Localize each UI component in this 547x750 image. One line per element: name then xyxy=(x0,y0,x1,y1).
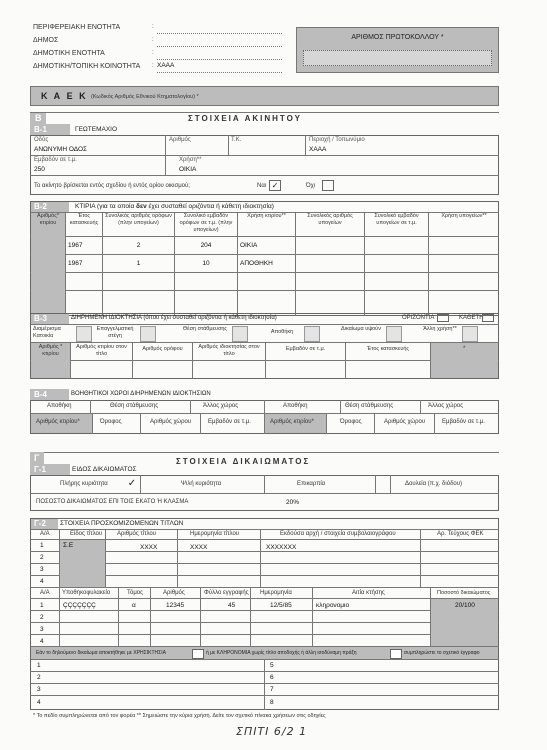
b4-col-space-1: Αριθμός χώρου xyxy=(150,419,192,425)
g2-t1-col-authority: Εκδούσα αρχή / στοιχεία συμβολαιογράφου xyxy=(280,531,396,537)
g2-t2-col-sheet: Φύλλο εγγραφής xyxy=(204,590,249,596)
b3-storage-label: Αποθήκη xyxy=(270,329,294,335)
kaek-title: Κ Α Ε Κ xyxy=(41,91,88,101)
b3-professional-box[interactable] xyxy=(140,326,156,342)
g2-code: Γ-2 xyxy=(34,519,46,528)
b2-title: ΚΤΙΡΙΑ (για τα οποία δεν έχει συσταθεί οριζόντια ή κάθετη ιδιοκτησία) xyxy=(75,203,274,210)
b2-row2-year[interactable]: 1967 xyxy=(68,260,83,267)
g2-t2-row4-n: 4 xyxy=(40,638,44,645)
b3-star: * xyxy=(463,346,466,352)
b3-apartment-box[interactable] xyxy=(76,326,92,342)
b3-other-use-label: Άλλη χρήση** xyxy=(423,326,457,332)
g2-t2-col-volume: Τόμος xyxy=(127,590,144,596)
g2-t1-row1-n: 1 xyxy=(40,542,44,549)
b4-col-building-2: Αριθμός κτιρίου* xyxy=(270,419,314,425)
yes-checkmark: ✓ xyxy=(271,181,279,190)
emvadon-value[interactable]: 250 xyxy=(34,166,45,173)
yes-label: Ναι xyxy=(257,183,267,189)
dimotiki-enotita-field[interactable] xyxy=(157,59,282,60)
g2-t1-row1-number[interactable]: ΧΧΧΧ xyxy=(140,544,158,551)
b2-col-floors: Συνολικός αριθμός ορόφων (πλην υπογείων) xyxy=(105,213,172,226)
xrisi-value[interactable]: ΟΙΚΙΑ xyxy=(179,166,197,173)
b3-col-building-number: Αριθμός * κτιρίου xyxy=(38,344,63,357)
g2-t1-row2-n: 2 xyxy=(40,554,44,561)
b4-col-area-2: Εμβαδόν σε τ.μ. xyxy=(442,419,485,425)
header-label-dimotiki-enotita: ΔΗΜΟΤΙΚΗ ΕΝΟΤΗΤΑ xyxy=(33,50,105,57)
form-page: ΠΕΡΙΦΕΡΕΙΑΚΗ ΕΝΟΤΗΤΑ ΔΗΜΟΣ ΔΗΜΟΤΙΚΗ ΕΝΟΤΗΤΑ ΔΗΜΟΤΙΚΗ/ΤΟΠΙΚΗ ΚΟΙΝΟΤΗΤΑ : : : : ΧΑΑΑ ΑΡΙΘΜΟΣ ΠΡΩΤΟΚΟΛΛΟΥ * Κ Α Ε Κ (Κωδικός Αριθμός Εθνικού Κτηματολογίου) * Β ΣΤΟΙΧΕΙΑ ΑΚΙΝΗΤΟΥ Β-1 ΓΕΩΤΕΜΑΧΙΟ Οδός ΑΝΩΝΥΜΗ ΟΔΟΣ Αριθμός Τ.Κ. Περιοχή / Τοπωνύμιο ΧΑΑΑ Εμβαδόν σε τ.μ. 250 Χρήση** ΟΙΚΙΑ Το ακίνητο βρίσκεται εντός σχεδίου ή εντός ορίου οικισμού; Ναι ✓ Όχι Β-2 ΚΤΙΡΙΑ (για τα οποία δεν έχει συσταθεί οριζόντια ή κάθετη ιδιοκτησία) Αριθμός* κτιρίου Έτος κατασκευής Συνολικός αριθμός ορόφων (πλην υπογείων) Συνολικό εμβαδόν ορόφων σε τ.μ. (πλην υπογείων) Χρήση κτιρίου** Συνολικός αριθμός υπογείων Συνολικό εμβαδόν υπογείων σε τ.μ. Χρήση υπογείων** 1967 2 204 ΟΙΚΙΑ 1967 1 10 ΑΠΟΘΗΚΗ Β-3 ΔΙΗΡΗΜΕΝΗ ΙΔΙΟΚΤΗΣΙΑ (όπου έχει συσταθεί οριζόντια ή κάθετη ιδιοκτησία) ΟΡΙΖΟΝΤΙΑ ΚΑΘΕΤΗ Διαμέρισμα Κατοικία Επαγγελματική στέγη Θέση στάθμευσης Αποθήκη Δικαίωμα υψούν Άλλη χρήση** Αριθμός * κτιρίου Αριθμός κτιρίου στον τίτλο Αριθμός ορόφου Αριθμός ιδιοκτησίας στον τίτλο Εμβαδόν σε τ.μ. Έτος κατασκευής * Β-4 ΒΟΗΘΗΤΙΚΟΙ ΧΩΡΟΙ ΔΙΗΡΗΜΕΝΩΝ ΙΔΙΟΚΤΗΣΙΩΝ Αποθήκη Θέση στάθμευσης Άλλος χώρος Αποθήκη Θέση στάθμευσης Άλλος χώρος Αριθμός κτιρίου* Όροφος Αριθμός χώρου Εμβαδόν σε τ.μ. Αριθμός κτιρίου* Όροφος Αριθμός χώρου Εμβαδόν σε τ.μ. Γ ΣΤΟΙΧΕΙΑ ΔΙΚΑΙΩΜΑΤΟΣ Γ-1 ΕΙΔΟΣ ΔΙΚΑΙΩΜΑΤΟΣ Πλήρης κυριότητα ✓ Ψιλή κυριότητα Επικαρπία Δουλεία (π.χ. διόδου) ΠΟΣΟΣΤΟ ΔΙΚΑΙΩΜΑΤΟΣ ΕΠΙ ΤΟΙΣ ΕΚΑΤΟ Ή ΚΛΑΣΜΑ 20% Γ-2 ΣΤΟΙΧΕΙΑ ΠΡΟΣΚΟΜΙΖΟΜΕΝΩΝ ΤΙΤΛΩΝ Α/Α Είδος τίτλου Αριθμός τίτλου Ημερομηνία τίτλου Εκδούσα αρχή / στοιχεία συμβολαιογράφου Αρ. Τεύχους ΦΕΚ 1 Σ.Ε ΧΧΧΧ ΧΧΧΧ ΧΧΧΧΧΧΧ 2 3 4 Α/Α Υποθηκοφυλακείο Τόμος Αριθμός Φύλλο εγγραφής Ημερομηνία Αιτία κτήσης Ποσοστό δικαιώματος 1 ÇÇÇÇÇÇÇ α 12345 45 12/5/85 κληρονομιο 20/100 2 3 4 Εάν το δηλούμενο δικαίωμα αποκτήθηκε με ΧΡΗΣΙΚΤΗΣΙΑ ή με ΚΛΗΡΟΝΟΜΙΑ χωρίς τίτλο αποδοχής ή άλλη ισοδύναμη πράξη συμπληρώστε το σχετικό έγγραφο 1 2 3 4 5 6 7 8 * Το πεδίο συμπληρώνεται από τον φορέα ** Σημειώστε την κύρια χρήση. Δείτε τον σχετικό πίνακα χρήσεων στις οδηγίες ΣΠΙΤΙ 6/2 1 xyxy=(0,0,547,750)
b3-col-area: Εμβαδόν σε τ.μ. xyxy=(285,346,326,352)
extra-doc-7: 7 xyxy=(270,686,274,693)
handwritten-note: ΣΠΙΤΙ 6/2 1 xyxy=(236,725,308,738)
b2-row1-use[interactable]: ΟΙΚΙΑ xyxy=(240,242,258,249)
extra-doc-3: 3 xyxy=(37,686,41,693)
kaek-bar xyxy=(30,86,499,106)
b4-code: Β-4 xyxy=(34,390,47,399)
g2-t1-col-date: Ημερομηνία τίτλου xyxy=(190,531,240,537)
g2-t1-row1-type[interactable]: Σ.Ε xyxy=(63,542,74,549)
no-label: Όχι xyxy=(306,183,316,189)
tk-label: Τ.Κ. xyxy=(231,137,242,143)
b3-parking-label: Θέση στάθμευσης xyxy=(182,326,228,332)
b2-row2-area[interactable]: 10 xyxy=(202,260,210,267)
g2-t2-row1-cause[interactable]: κληρονομιο xyxy=(316,602,350,609)
arithmos-label: Αριθμός xyxy=(169,137,191,143)
header-label-periferiaki: ΠΕΡΙΦΕΡΕΙΑΚΗ ΕΝΟΤΗΤΑ xyxy=(33,24,121,31)
protocol-number-input[interactable] xyxy=(303,50,492,66)
kaek-subtitle: (Κωδικός Αριθμός Εθνικού Κτηματολογίου) * xyxy=(91,94,199,100)
b3-col-property-title: Αριθμός ιδιοκτησίας στον τίτλο xyxy=(198,344,260,357)
b2-row1-floors[interactable]: 2 xyxy=(136,242,141,249)
section-b-code: Β xyxy=(35,113,42,123)
usufruct-label: Επικαρπία xyxy=(297,481,326,487)
section-g-title: ΣΤΟΙΧΕΙΑ ΔΙΚΑΙΩΜΑΤΟΣ xyxy=(176,457,311,466)
bare-ownership-label: Ψιλή κυριότητα xyxy=(181,481,222,487)
koinotita-value: ΧΑΑΑ xyxy=(157,62,175,69)
g2-t2-col-cause: Αιτία κτήσης xyxy=(352,590,385,596)
protocol-title: ΑΡΙΘΜΟΣ ΠΡΩΤΟΚΟΛΛΟΥ * xyxy=(351,34,444,41)
yes-checkbox[interactable] xyxy=(269,180,281,191)
b2-col-use: Χρήση κτιρίου** xyxy=(247,213,286,219)
b3-col-building-title: Αριθμός κτιρίου στον τίτλο xyxy=(76,344,127,357)
extra-doc-6: 6 xyxy=(270,674,274,681)
b2-col-basement-use: Χρήση υπογείων** xyxy=(441,213,487,219)
full-ownership-checkbox[interactable] xyxy=(125,476,139,492)
g2-t2-row1-volume[interactable]: α xyxy=(132,602,136,609)
b3-vertical-label: ΚΑΘΕΤΗ xyxy=(459,315,484,321)
g2-t1-row4-n: 4 xyxy=(40,578,44,585)
b2-row2-use[interactable]: ΑΠΟΘΗΚΗ xyxy=(240,260,273,267)
inheritance-checkbox[interactable] xyxy=(390,649,402,659)
g2-t1-col-fek: Αρ. Τεύχους ΦΕΚ xyxy=(437,531,484,537)
extra-doc-4: 4 xyxy=(37,699,41,706)
g2-t1-col-aa: Α/Α xyxy=(40,531,50,537)
koinotita-field[interactable] xyxy=(157,72,282,73)
g2-t1-col-type: Είδος τίτλου xyxy=(70,531,103,537)
b4-storage-label-2: Αποθήκη xyxy=(283,403,308,409)
odos-label: Οδός xyxy=(34,137,49,143)
b4-other-label-2: Άλλος χώρος xyxy=(428,403,464,409)
b4-title: ΒΟΗΘΗΤΙΚΟΙ ΧΩΡΟΙ ΔΙΗΡΗΜΕΝΩΝ ΙΔΙΟΚΤΗΣΙΩΝ xyxy=(71,391,211,397)
g2-t2-row1-number[interactable]: 12345 xyxy=(166,602,185,609)
b2-col-basements: Συνολικός αριθμός υπογείων xyxy=(307,213,353,226)
g2-title: ΣΤΟΙΧΕΙΑ ΠΡΟΣΚΟΜΙΖΟΜΕΝΩΝ ΤΙΤΛΩΝ xyxy=(60,520,184,527)
b3-storage-box[interactable] xyxy=(304,326,320,342)
b2-col-building-number: Αριθμός* κτιρίου xyxy=(36,213,60,226)
g2-t1-row3-n: 3 xyxy=(40,566,44,573)
plan-question: Το ακίνητο βρίσκεται εντός σχεδίου ή εντός ορίου οικισμού; xyxy=(34,183,190,189)
b4-other-label: Άλλος χώρος xyxy=(203,403,239,409)
perioxi-value[interactable]: ΧΑΑΑ xyxy=(309,146,327,153)
footer-note: * Το πεδίο συμπληρώνεται από τον φορέα ** Σημειώστε την κύρια χρήση. Δείτε τον σχετικό πίνακα χρήσεων στις οδηγίες xyxy=(33,713,326,719)
g2-t2-col-office: Υποθηκοφυλακείο xyxy=(62,590,111,596)
b3-apartment-label: Διαμέρισμα Κατοικία xyxy=(33,326,61,339)
b2-building-number-column xyxy=(31,213,65,315)
b3-height-right-box[interactable] xyxy=(386,326,402,342)
g1-title: ΕΙΔΟΣ ΔΙΚΑΙΩΜΑΤΟΣ xyxy=(72,466,137,473)
b4-col-space-2: Αριθμός χώρου xyxy=(384,419,426,425)
b4-col-building-1: Αριθμός κτιρίου* xyxy=(36,419,80,425)
g2-t1-row1-authority[interactable]: ΧΧΧΧΧΧΧ xyxy=(266,544,297,551)
g1-code: Γ-1 xyxy=(34,465,46,474)
g2-t2-col-aa: Α/Α xyxy=(40,590,50,596)
g2-t2-row1-n: 1 xyxy=(40,602,44,609)
b4-storage-label: Αποθήκη xyxy=(47,403,72,409)
b3-parking-box[interactable] xyxy=(232,326,248,342)
g2-t1-row1-date[interactable]: ΧΧΧΧ xyxy=(190,544,208,551)
g2-t2-row1-office[interactable]: ÇÇÇÇÇÇÇ xyxy=(63,602,96,609)
section-b-title: ΣΤΟΙΧΕΙΑ ΑΚΙΝΗΤΟΥ xyxy=(188,114,302,123)
perioxi-label: Περιοχή / Τοπωνύμιο xyxy=(309,137,365,143)
b2-row1-area[interactable]: 204 xyxy=(200,242,212,249)
b2-row1-year[interactable]: 1967 xyxy=(68,242,83,249)
b2-code: Β-2 xyxy=(34,202,47,211)
header-label-koinotita: ΔΗΜΟΤΙΚΗ/ΤΟΠΙΚΗ ΚΟΙΝΟΤΗΤΑ xyxy=(33,63,141,70)
b3-col-year: Έτος κατασκευής xyxy=(366,346,410,352)
g2-t2-row1-percent[interactable]: 20/100 xyxy=(455,602,475,609)
header-label-dimos: ΔΗΜΟΣ xyxy=(33,37,59,44)
percent-label: ΠΟΣΟΣΤΟ ΔΙΚΑΙΩΜΑΤΟΣ ΕΠΙ ΤΟΙΣ ΕΚΑΤΟ Ή ΚΛΑΣΜΑ xyxy=(36,499,189,505)
emvadon-label: Εμβαδόν σε τ.μ. xyxy=(34,157,77,163)
g2-t2-row1-sheet[interactable]: 45 xyxy=(228,602,236,609)
g2-t2-row2-n: 2 xyxy=(40,614,44,621)
b1-title: ΓΕΩΤΕΜΑΧΙΟ xyxy=(75,126,118,133)
periferiaki-field[interactable] xyxy=(157,33,282,34)
g2-t2-col-number: Αριθμός xyxy=(163,590,185,596)
full-ownership-label: Πλήρης κυριότητα xyxy=(60,481,108,487)
b3-height-right-label: Δικαίωμα υψούν xyxy=(341,326,381,332)
protocol-number-box[interactable] xyxy=(296,27,499,73)
extra-doc-5: 5 xyxy=(270,662,274,669)
b4-col-area-1: Εμβαδόν σε τ.μ. xyxy=(208,419,251,425)
b1-code: Β-1 xyxy=(34,125,47,134)
no-checkbox[interactable] xyxy=(322,180,334,191)
extra-doc-1: 1 xyxy=(37,662,41,669)
odos-value[interactable]: ΑΝΩΝΥΜΗ ΟΔΟΣ xyxy=(34,146,88,153)
b3-professional-label: Επαγγελματική στέγη xyxy=(96,326,134,339)
b2-row2-floors[interactable]: 1 xyxy=(136,260,141,267)
b2-col-basement-area: Συνολικό εμβαδόν υπογείων σε τ.μ. xyxy=(374,213,419,226)
b4-parking-label-2: Θέση στάθμευσης xyxy=(345,403,394,409)
g2-t2-col-date: Ημερομηνία xyxy=(260,590,292,596)
b2-col-area: Συνολικό εμβαδόν ορόφων σε τ.μ. (πλην υπογείων) xyxy=(179,213,233,233)
b4-parking-label: Θέση στάθμευσης xyxy=(110,403,159,409)
percent-value[interactable]: 20% xyxy=(286,499,300,506)
b4-col-floor-1: Όροφος xyxy=(100,419,122,425)
b3-other-use-box[interactable] xyxy=(462,326,478,342)
b2-col-year: Έτος κατασκευής xyxy=(69,213,99,226)
g2-t1-col-number: Αριθμός τίτλου xyxy=(117,531,157,537)
usucapion-checkbox[interactable] xyxy=(192,649,204,659)
extra-doc-8: 8 xyxy=(270,699,274,706)
b3-col-floor: Αριθμός ορόφου xyxy=(142,346,183,352)
g2-t2-row3-n: 3 xyxy=(40,626,44,633)
b3-horizontal-label: ΟΡΙΖΟΝΤΙΑ xyxy=(402,315,435,321)
b3-title: ΔΙΗΡΗΜΕΝΗ ΙΔΙΟΚΤΗΣΙΑ (όπου έχει συσταθεί οριζόντια ή κάθετη ιδιοκτησία) xyxy=(71,315,277,321)
section-g-code: Γ xyxy=(34,453,40,463)
b4-col-floor-2: Όροφος xyxy=(340,419,362,425)
g2-note-part3: συμπληρώστε το σχετικό έγγραφο xyxy=(404,650,480,656)
dimos-field[interactable] xyxy=(157,46,282,47)
g2-t2-row1-date[interactable]: 12/5/85 xyxy=(270,602,292,609)
g2-t2-col-percent: Ποσοστό δικαιώματος xyxy=(437,590,491,596)
extra-doc-2: 2 xyxy=(37,674,41,681)
easement-label: Δουλεία (π.χ. διόδου) xyxy=(405,481,463,487)
b3-code: Β-3 xyxy=(34,314,47,323)
g2-note-part1: Εάν το δηλούμενο δικαίωμα αποκτήθηκε με ΧΡΗΣΙΚΤΗΣΙΑ xyxy=(36,650,166,656)
xrisi-label: Χρήση** xyxy=(179,157,202,163)
full-ownership-checkmark: ✓ xyxy=(127,478,137,489)
g2-note-part2: ή με ΚΛΗΡΟΝΟΜΙΑ χωρίς τίτλο αποδοχής ή άλλη ισοδύναμη πράξη xyxy=(206,650,357,656)
